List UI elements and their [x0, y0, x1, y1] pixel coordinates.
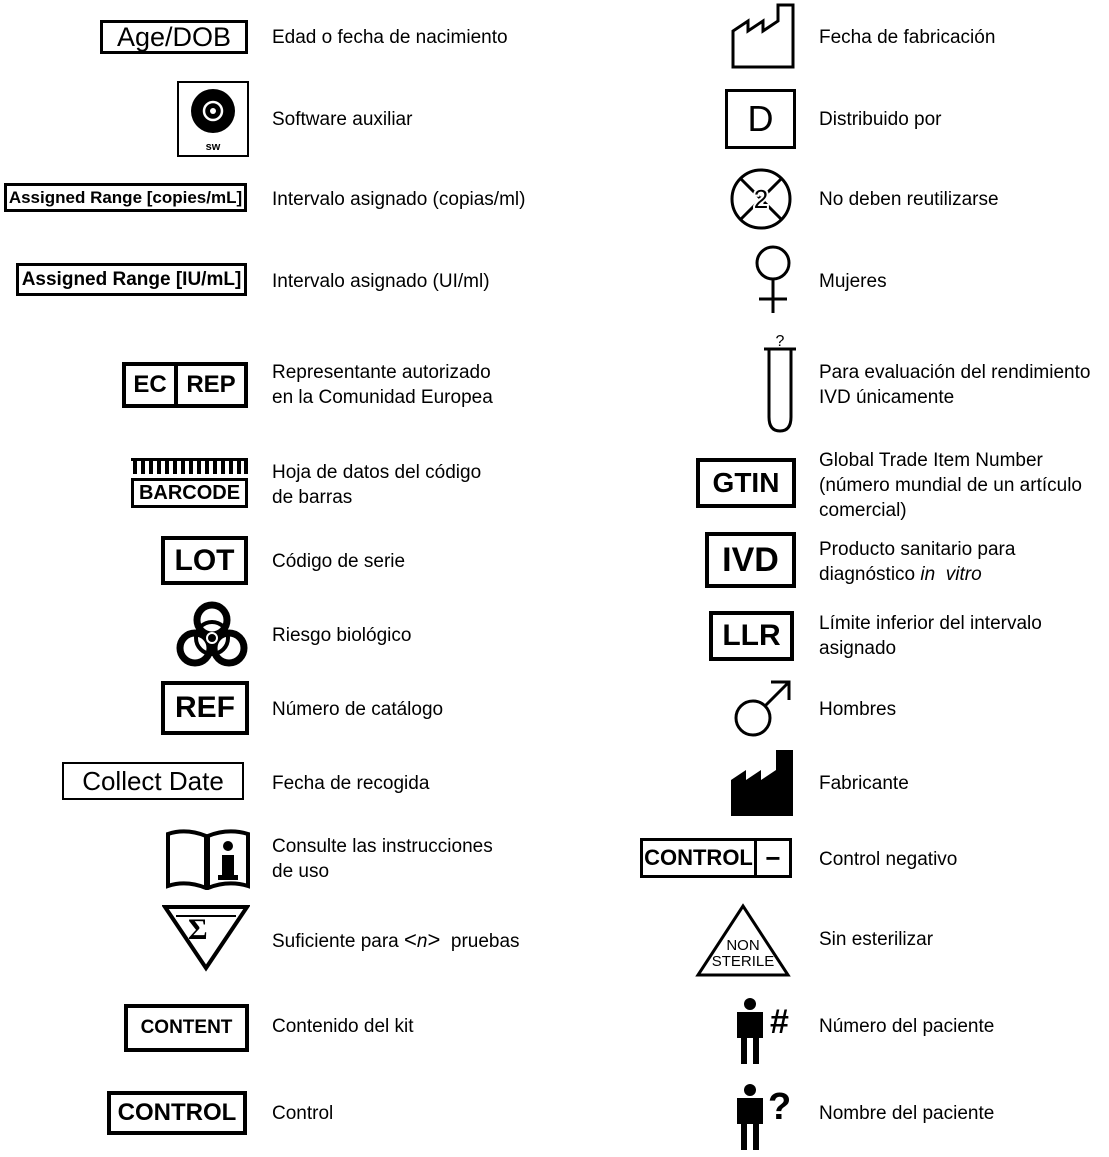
non-sterile-description: Sin esterilizar	[819, 929, 934, 950]
ivd-description: Producto sanitario para diagnóstico in vitro	[819, 539, 1016, 585]
manufacture-date-description: Fecha de fabricación	[819, 27, 996, 48]
content-symbol: CONTENT	[124, 1004, 249, 1052]
age-dob-description: Edad o fecha de nacimiento	[272, 27, 508, 48]
llr-description: Límite inferior del intervalo asignado	[819, 613, 1042, 659]
manufacture-date-icon	[731, 3, 797, 69]
lot-symbol: LOT	[161, 536, 248, 585]
negative-control-symbol: CONTROL −	[640, 838, 792, 878]
lot-description: Código de serie	[272, 551, 406, 572]
assigned-range-copies-description: Intervalo asignado (copias/ml)	[272, 189, 526, 210]
age-dob-symbol: Age/DOB	[100, 20, 248, 54]
svg-text:?: ?	[775, 333, 785, 350]
hash-symbol: #	[770, 1003, 789, 1041]
male-icon	[731, 678, 793, 740]
ref-description: Número de catálogo	[272, 699, 444, 720]
biohazard-icon	[175, 600, 249, 670]
sigma-symbol: Σ	[188, 913, 208, 946]
do-not-reuse-icon	[728, 168, 794, 230]
gtin-description: Global Trade Item Number (número mundial de un artículo comercial)	[819, 450, 1082, 521]
software-symbol: sw	[177, 81, 249, 157]
ivd-performance-description: Para evaluación del rendimiento IVD únicamente	[819, 362, 1091, 408]
svg-text:2: 2	[753, 184, 769, 214]
sterile-label: STERILE	[711, 953, 775, 970]
female-description: Mujeres	[819, 271, 887, 292]
control-symbol: CONTROL	[107, 1091, 247, 1135]
ec-rep-description: Representante autorizado en la Comunidad Europea	[272, 362, 493, 408]
non-label: NON	[726, 937, 760, 954]
instructions-description: Consulte las instrucciones de uso	[272, 836, 493, 882]
ref-symbol: REF	[161, 681, 249, 735]
assigned-range-iu-description: Intervalo asignado (UI/ml)	[272, 271, 490, 292]
patient-number-icon	[733, 998, 767, 1064]
assigned-range-iu-symbol: Assigned Range [IU/mL]	[16, 263, 247, 296]
manufacturer-icon	[729, 750, 795, 818]
control-description: Control	[272, 1103, 334, 1124]
ivd-symbol: IVD	[705, 532, 796, 588]
instructions-book-icon	[166, 828, 250, 890]
ec-rep-symbol: EC REP	[122, 362, 248, 408]
female-icon	[751, 243, 795, 315]
content-description: Contenido del kit	[272, 1016, 414, 1037]
gtin-symbol: GTIN	[696, 458, 796, 508]
question-symbol: ?	[768, 1086, 792, 1128]
sufficient-description: Suficiente para <n> pruebas	[272, 927, 520, 952]
male-description: Hombres	[819, 699, 897, 720]
distributed-by-description: Distribuido por	[819, 109, 942, 130]
patient-name-icon	[733, 1084, 767, 1150]
llr-symbol: LLR	[709, 611, 794, 661]
biohazard-description: Riesgo biológico	[272, 625, 412, 646]
patient-number-description: Número del paciente	[819, 1016, 995, 1037]
collect-date-symbol: Collect Date	[62, 762, 244, 800]
ivd-performance-tube-icon	[760, 333, 800, 435]
software-description: Software auxiliar	[272, 109, 413, 130]
assigned-range-copies-symbol: Assigned Range [copies/mL]	[4, 183, 247, 212]
distributed-by-symbol: D	[725, 89, 796, 149]
barcode-description: Hoja de datos del código de barras	[272, 462, 482, 508]
negative-control-description: Control negativo	[819, 849, 958, 870]
patient-name-description: Nombre del paciente	[819, 1103, 995, 1124]
barcode-lines-icon	[131, 458, 248, 478]
manufacturer-description: Fabricante	[819, 773, 909, 794]
barcode-symbol: BARCODE	[131, 458, 248, 508]
collect-date-description: Fecha de recogida	[272, 773, 430, 794]
do-not-reuse-description: No deben reutilizarse	[819, 189, 999, 210]
